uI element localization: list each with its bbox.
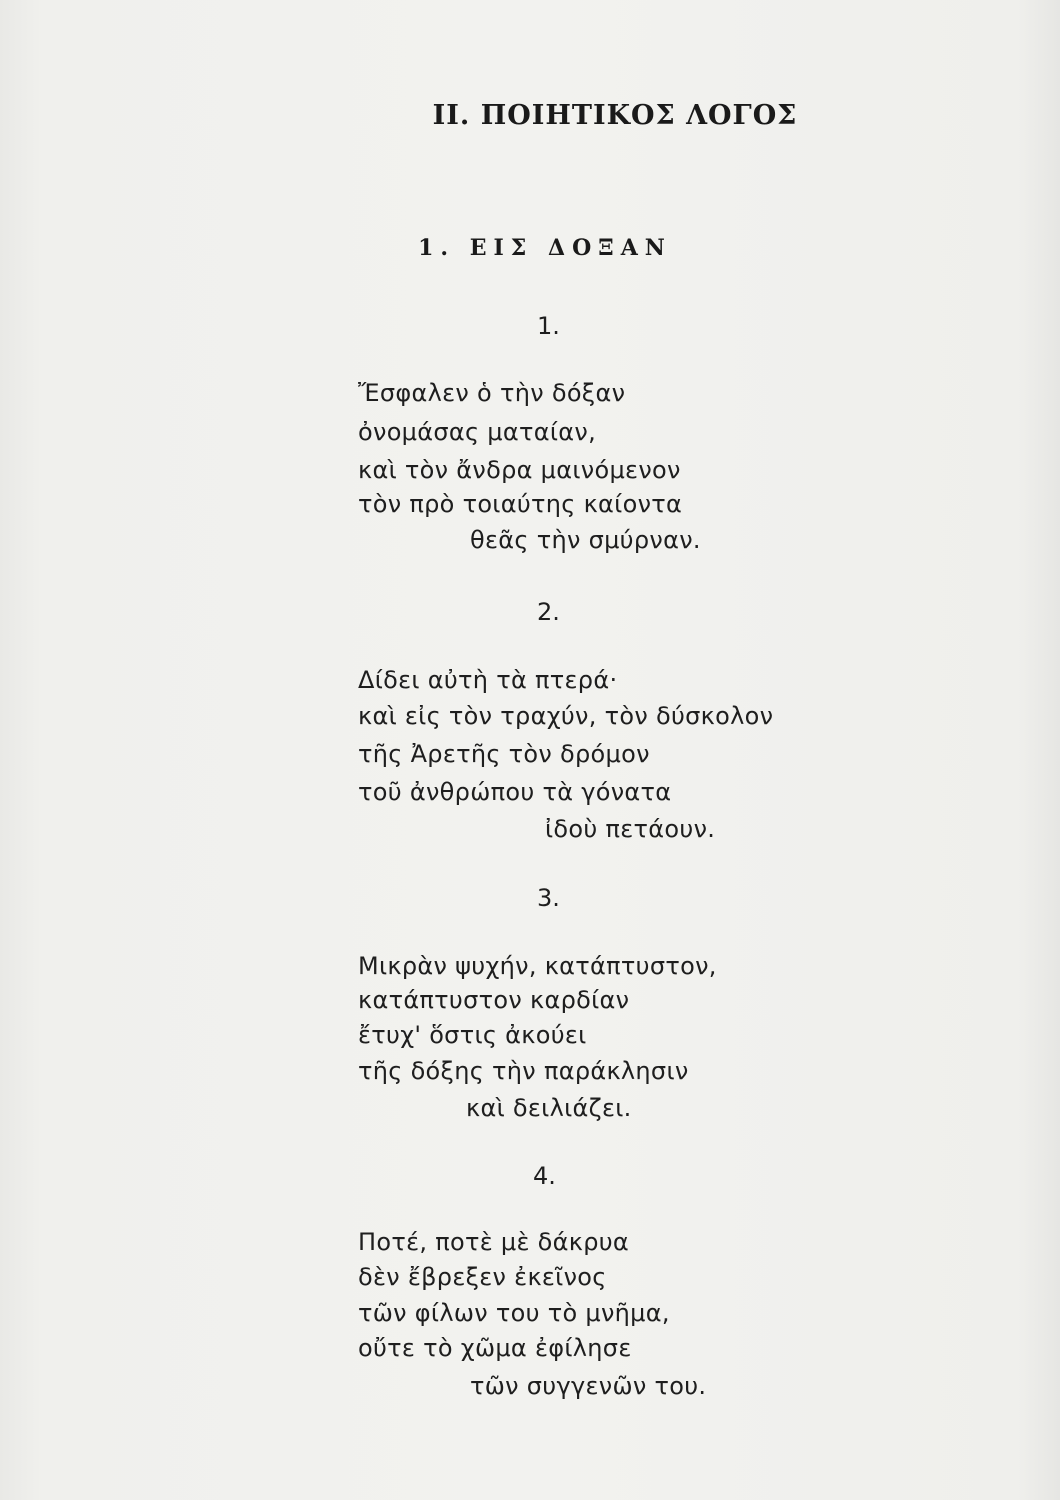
verse-line: καὶ δειλιάζει. [466,1094,632,1122]
verse-line: Ἔσφαλεν ὁ τὴν δόξαν [358,379,626,407]
stanza-number: 4. [533,1162,556,1190]
verse-line: θεᾶς τὴν σμύρναν. [470,526,701,554]
verse-line: τῆς Ἀρετῆς τὸν δρόμον [358,740,650,768]
verse-line: Ποτέ, ποτὲ μὲ δάκρυα [358,1228,630,1256]
stanza-number: 2. [537,598,560,626]
verse-line: τῆς δόξης τὴν παράκλησιν [358,1057,689,1085]
verse-line: τοῦ ἀνθρώπου τὰ γόνατα [358,778,672,806]
verse-line: ἰδοὺ πετάουν. [545,815,716,843]
verse-line: δὲν ἔβρεξεν ἐκεῖνος [358,1263,607,1291]
verse-line: ὀνομάσας ματαίαν, [358,418,597,446]
verse-line: τὸν πρὸ τοιαύτης καίοντα [358,490,683,518]
stanza-number: 3. [537,884,560,912]
stanza-number: 1. [537,312,560,340]
verse-line: ἔτυχ' ὅστις ἀκούει [358,1021,587,1049]
verse-line: Μικρὰν ψυχήν, κατάπτυστον, [358,952,717,980]
verse-line: καὶ τὸν ἄνδρα μαινόμενον [358,456,681,484]
verse-line: καὶ εἰς τὸν τραχύν, τὸν δύσκολον [358,702,774,730]
verse-line: Δίδει αὐτὴ τὰ πτερά· [358,666,618,694]
verse-line: τῶν φίλων του τὸ μνῆμα, [358,1299,670,1327]
verse-line: οὔτε τὸ χῶμα ἐφίλησε [358,1334,632,1362]
poem-title: 1. ΕΙΣ ΔΟΞΑΝ [418,235,672,261]
verse-line: κατάπτυστον καρδίαν [358,986,630,1014]
section-title: II. ΠΟΙΗΤΙΚΟΣ ΛΟΓΟΣ [432,100,798,131]
verse-line: τῶν συγγενῶν του. [470,1372,707,1400]
